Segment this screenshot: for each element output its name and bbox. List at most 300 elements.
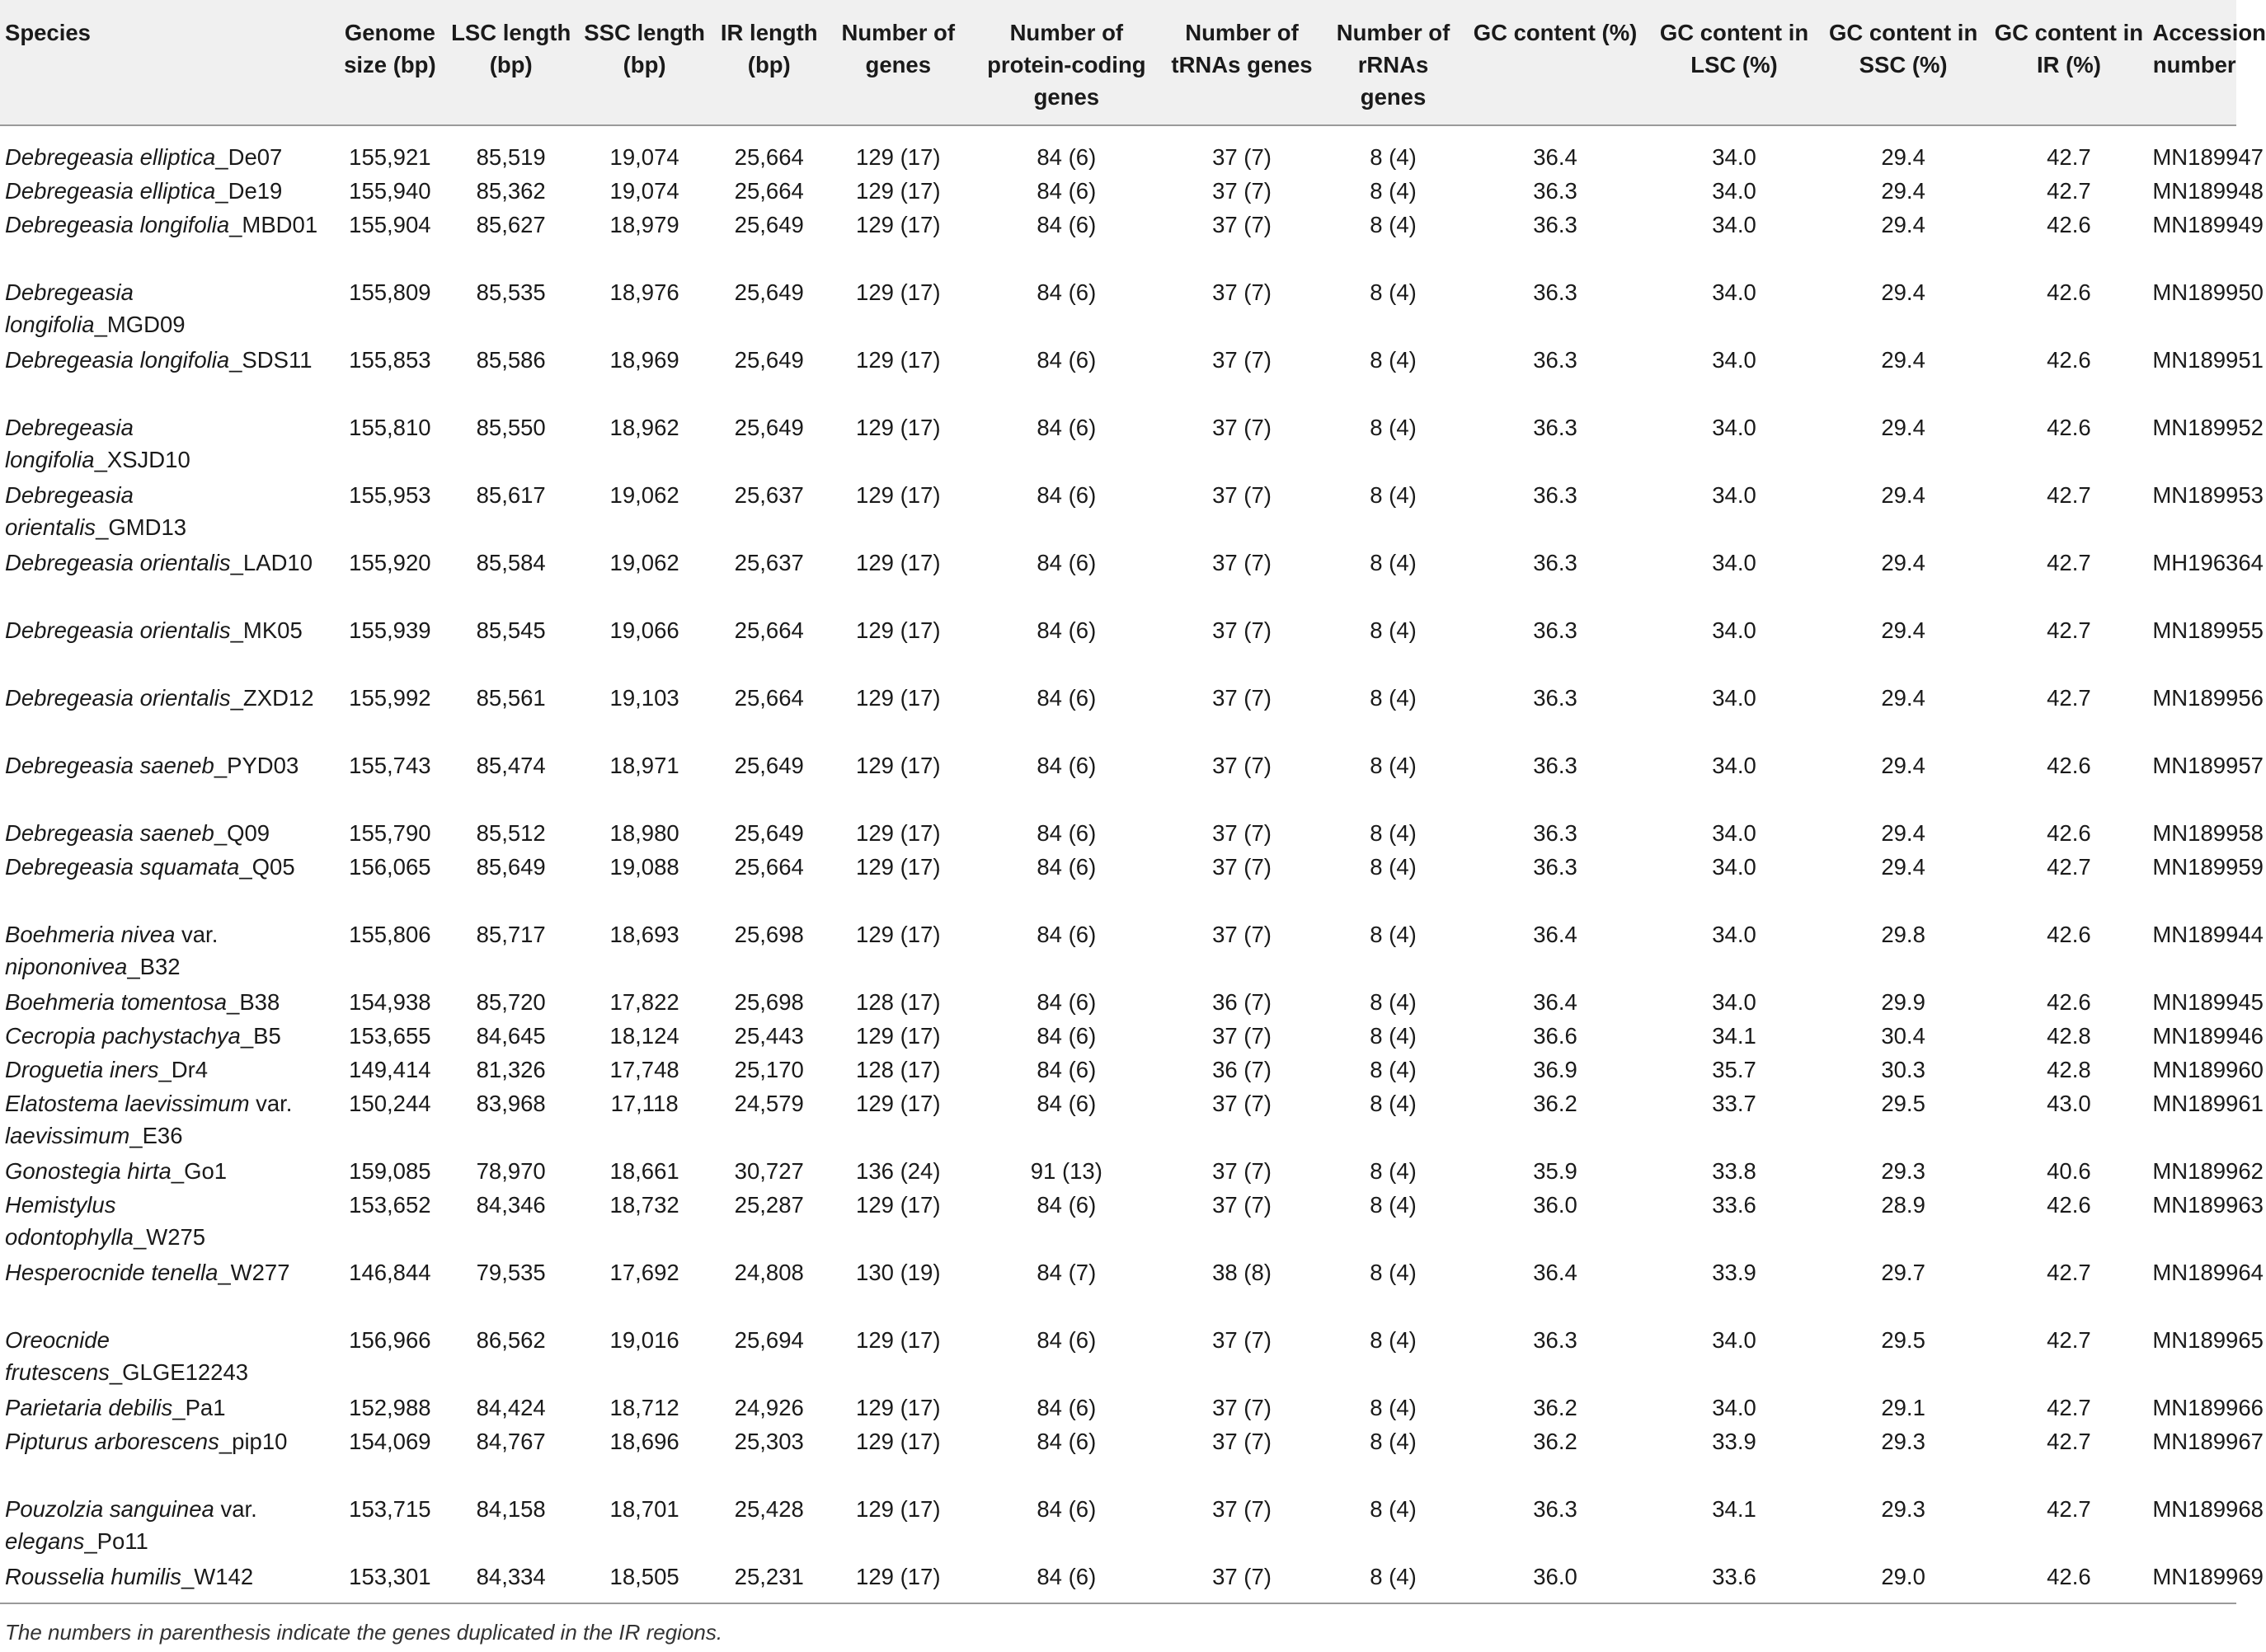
gc-ir-cell: 42.6 — [2047, 753, 2091, 778]
gc-lsc-cell: 34.0 — [1712, 922, 1756, 947]
species-cell — [0, 1155, 333, 1189]
accession-number-cell: MN189957 — [2152, 753, 2264, 778]
lsc-length-cell: 85,617 — [476, 482, 546, 508]
table-row — [0, 411, 2236, 479]
genome-size-cell: 155,921 — [349, 144, 431, 170]
table-row — [0, 479, 2236, 547]
species-name-italic: Debregeasia longifolia — [5, 212, 230, 237]
gc-ssc-cell: 29.4 — [1881, 617, 1925, 643]
genome-size-cell: 159,085 — [349, 1158, 431, 1184]
trna-genes-cell: 37 (7) — [1212, 1395, 1272, 1420]
protein-coding-genes-cell: 84 (6) — [1037, 820, 1097, 846]
gc-ir-cell: 43.0 — [2047, 1091, 2091, 1116]
gc-content-cell: 36.4 — [1533, 989, 1577, 1015]
protein-coding-genes-cell: 84 (6) — [1037, 347, 1097, 373]
trna-genes-cell: 37 (7) — [1212, 1158, 1272, 1184]
genome-size-cell: 155,853 — [349, 347, 431, 373]
rrna-genes-cell: 8 (4) — [1370, 685, 1417, 711]
number-of-genes-cell: 129 (17) — [856, 820, 941, 846]
gc-ssc-cell: 29.9 — [1881, 989, 1925, 1015]
gc-lsc-cell: 34.0 — [1712, 1327, 1756, 1353]
table-row — [0, 344, 2236, 411]
ir-length-cell: 25,649 — [734, 753, 804, 778]
gc-lsc-cell: 35.7 — [1712, 1057, 1756, 1082]
ssc-length-cell: 19,016 — [609, 1327, 679, 1353]
protein-coding-genes-cell: 84 (6) — [1037, 1327, 1097, 1353]
gc-ssc-cell: 29.4 — [1881, 550, 1925, 575]
accession-number-cell: MN189945 — [2152, 989, 2264, 1015]
species-cell — [0, 682, 333, 749]
species-name-italic: Gonostegia hirta — [5, 1158, 172, 1184]
gc-ir-cell: 42.7 — [2047, 1496, 2091, 1522]
gc-lsc-cell: 34.0 — [1712, 753, 1756, 778]
ir-length-cell: 25,664 — [734, 685, 804, 711]
protein-coding-genes-cell: 84 (6) — [1037, 178, 1097, 204]
species-name-italic: Debregeasia elliptica — [5, 144, 216, 170]
ir-length-cell: 25,664 — [734, 144, 804, 170]
header-protein-coding-genes: Number of protein-coding genes — [972, 0, 1161, 125]
accession-number-cell: MN189951 — [2152, 347, 2264, 373]
rrna-genes-cell: 8 (4) — [1370, 550, 1417, 575]
number-of-genes-cell: 129 (17) — [856, 854, 941, 880]
gc-ir-cell: 42.7 — [2047, 178, 2091, 204]
gc-ir-cell: 42.7 — [2047, 550, 2091, 575]
ssc-length-cell: 19,062 — [609, 550, 679, 575]
accession-number-cell: MN189956 — [2152, 685, 2264, 711]
rrna-genes-cell: 8 (4) — [1370, 617, 1417, 643]
species-name-suffix: _SDS11 — [229, 347, 313, 373]
species-name-suffix: _De19 — [215, 178, 283, 204]
protein-coding-genes-cell: 84 (6) — [1037, 854, 1097, 880]
gc-lsc-cell: 34.0 — [1712, 347, 1756, 373]
species-name-suffix: _Dr4 — [158, 1057, 209, 1082]
trna-genes-cell: 37 (7) — [1212, 820, 1272, 846]
species-name-suffix: var. — [175, 922, 219, 947]
number-of-genes-cell: 128 (17) — [856, 989, 941, 1015]
genome-size-cell: 153,301 — [333, 1560, 447, 1603]
gc-ssc-cell: 29.4 — [1881, 482, 1925, 508]
rrna-genes-cell: 8 (4) — [1323, 1560, 1464, 1603]
species-name-suffix: _GLGE12243 — [109, 1359, 249, 1385]
ir-length-cell: 25,287 — [734, 1192, 804, 1218]
species-name-suffix: _pip10 — [219, 1429, 288, 1454]
ssc-length-cell: 19,074 — [609, 178, 679, 204]
ir-length-cell: 25,664 — [734, 617, 804, 643]
rrna-genes-cell: 8 (4) — [1370, 854, 1417, 880]
gc-ir-cell: 42.6 — [2047, 1192, 2091, 1218]
lsc-length-cell: 85,519 — [476, 144, 546, 170]
gc-content-cell: 36.3 — [1533, 178, 1577, 204]
lsc-length-cell: 85,720 — [476, 989, 546, 1015]
ssc-length-cell: 18,962 — [609, 415, 679, 440]
genome-size-cell: 153,655 — [349, 1023, 431, 1049]
header-gc-content: GC content (%) — [1464, 0, 1647, 125]
gc-ssc-cell: 29.3 — [1881, 1496, 1925, 1522]
accession-number-cell: MN189962 — [2152, 1158, 2264, 1184]
genome-size-cell: 155,940 — [349, 178, 431, 204]
lsc-length-cell: 85,550 — [476, 415, 546, 440]
gc-lsc-cell: 34.0 — [1712, 415, 1756, 440]
species-name-suffix: _MK05 — [230, 617, 303, 643]
table-body — [0, 125, 2264, 1603]
header-gc-ir: GC content in IR (%) — [1985, 0, 2152, 125]
ssc-length-cell: 17,692 — [609, 1260, 679, 1285]
accession-number-cell: MN189960 — [2152, 1057, 2264, 1082]
gc-ssc-cell: 30.3 — [1881, 1057, 1925, 1082]
species-cell — [0, 1392, 333, 1425]
species-cell — [0, 1493, 333, 1560]
table-row — [0, 547, 2236, 614]
gc-ir-cell: 40.6 — [2047, 1158, 2091, 1184]
table-row — [0, 1189, 2236, 1256]
genome-size-cell: 155,904 — [349, 212, 431, 237]
species-cell — [0, 1324, 333, 1392]
number-of-genes-cell: 129 (17) — [856, 212, 941, 237]
header-species: Species — [0, 0, 333, 125]
lsc-length-cell: 84,645 — [476, 1023, 546, 1049]
genome-size-cell: 155,810 — [349, 415, 431, 440]
gc-ssc-cell: 29.4 — [1881, 820, 1925, 846]
species-cell — [0, 986, 333, 1020]
gc-content-cell: 36.3 — [1533, 347, 1577, 373]
header-gc-lsc: GC content in LSC (%) — [1647, 0, 1822, 125]
species-name-suffix: _ZXD12 — [230, 685, 314, 711]
table-row — [0, 1493, 2236, 1560]
gc-ssc-cell: 29.4 — [1881, 685, 1925, 711]
gc-content-cell: 36.3 — [1533, 1327, 1577, 1353]
species-name-suffix: _W277 — [218, 1260, 290, 1285]
trna-genes-cell: 37 (7) — [1212, 482, 1272, 508]
protein-coding-genes-cell: 84 (6) — [1037, 415, 1097, 440]
species-name-italic: elegans — [5, 1528, 85, 1554]
number-of-genes-cell: 129 (17) — [856, 1496, 941, 1522]
protein-coding-genes-cell: 84 (6) — [1037, 922, 1097, 947]
header-trna-genes: Number of tRNAs genes — [1161, 0, 1323, 125]
number-of-genes-cell: 129 (17) — [856, 1023, 941, 1049]
ir-length-cell: 25,428 — [734, 1496, 804, 1522]
rrna-genes-cell: 8 (4) — [1370, 212, 1417, 237]
number-of-genes-cell: 128 (17) — [856, 1057, 941, 1082]
gc-lsc-cell: 34.1 — [1712, 1496, 1756, 1522]
gc-lsc-cell: 34.0 — [1712, 989, 1756, 1015]
ir-length-cell: 25,649 — [734, 347, 804, 373]
species-name-italic: Pipturus arborescens — [5, 1429, 219, 1454]
species-cell — [0, 1256, 333, 1324]
trna-genes-cell: 37 (7) — [1212, 1192, 1272, 1218]
gc-content-cell: 36.2 — [1533, 1091, 1577, 1116]
ssc-length-cell: 19,062 — [609, 482, 679, 508]
ssc-length-cell: 18,976 — [609, 279, 679, 305]
trna-genes-cell: 37 (7) — [1161, 1560, 1323, 1603]
rrna-genes-cell: 8 (4) — [1370, 1192, 1417, 1218]
protein-coding-genes-cell: 91 (13) — [1030, 1158, 1102, 1184]
genome-size-cell: 146,844 — [349, 1260, 431, 1285]
ssc-length-cell: 18,505 — [575, 1560, 713, 1603]
species-name-suffix: _B32 — [127, 954, 181, 979]
table-footnote: The numbers in parenthesis indicate the genes duplicated in the IR regions. — [5, 1620, 723, 1645]
trna-genes-cell: 37 (7) — [1212, 212, 1272, 237]
ir-length-cell: 25,698 — [734, 922, 804, 947]
species-name-suffix: _W275 — [133, 1224, 206, 1250]
gc-ir-cell: 42.7 — [2047, 1327, 2091, 1353]
number-of-genes-cell: 129 (17) — [856, 1192, 941, 1218]
rrna-genes-cell: 8 (4) — [1370, 820, 1417, 846]
gc-lsc-cell: 34.0 — [1712, 1395, 1756, 1420]
gc-ir-cell: 42.7 — [2047, 617, 2091, 643]
header-genome-size: Genome size (bp) — [333, 0, 447, 125]
gc-lsc-cell: 33.8 — [1712, 1158, 1756, 1184]
number-of-genes-cell: 129 (17) — [856, 178, 941, 204]
gc-ir-cell: 42.6 — [2047, 989, 2091, 1015]
header-ir-length: IR length (bp) — [714, 0, 825, 125]
ssc-length-cell: 19,088 — [609, 854, 679, 880]
rrna-genes-cell: 8 (4) — [1370, 1429, 1417, 1454]
table-row — [0, 918, 2236, 986]
gc-content-cell: 36.3 — [1533, 279, 1577, 305]
ssc-length-cell: 19,103 — [609, 685, 679, 711]
ssc-length-cell: 19,066 — [609, 617, 679, 643]
species-name-italic: Debregeasia orientalis — [5, 685, 231, 711]
lsc-length-cell: 79,535 — [476, 1260, 546, 1285]
gc-ir-cell: 42.7 — [2047, 685, 2091, 711]
genome-size-cell: 154,938 — [349, 989, 431, 1015]
gc-lsc-cell: 34.1 — [1712, 1023, 1756, 1049]
gc-lsc-cell: 33.6 — [1647, 1560, 1822, 1603]
gc-content-cell: 36.4 — [1533, 922, 1577, 947]
genome-size-cell: 152,988 — [349, 1395, 431, 1420]
ir-length-cell: 25,443 — [734, 1023, 804, 1049]
lsc-length-cell: 84,424 — [476, 1395, 546, 1420]
species-name-suffix: _Q09 — [214, 820, 270, 846]
species-cell — [0, 1087, 333, 1155]
species-cell — [0, 1189, 333, 1256]
ssc-length-cell: 17,748 — [609, 1057, 679, 1082]
ir-length-cell: 25,649 — [734, 212, 804, 237]
gc-lsc-cell: 33.6 — [1712, 1192, 1756, 1218]
rrna-genes-cell: 8 (4) — [1370, 922, 1417, 947]
lsc-length-cell: 85,717 — [476, 922, 546, 947]
species-name-italic: Debregeasia saeneb — [5, 753, 214, 778]
gc-ssc-cell: 29.4 — [1881, 178, 1925, 204]
accession-number-cell: MN189948 — [2152, 178, 2264, 204]
header-accession-number: Accession number — [2152, 0, 2236, 125]
genome-size-cell: 156,966 — [349, 1327, 431, 1353]
gc-content-cell: 36.3 — [1533, 753, 1577, 778]
ir-length-cell: 25,649 — [734, 279, 804, 305]
table-row — [0, 1087, 2236, 1155]
species-name-italic: Hemistylus odontophylla — [5, 1192, 134, 1250]
table-row — [0, 614, 2236, 682]
gc-ssc-cell: 29.4 — [1881, 854, 1925, 880]
species-name-suffix: _E36 — [129, 1123, 183, 1148]
species-name-italic: Debregeasia longifolia — [5, 347, 230, 373]
genome-size-cell: 155,790 — [349, 820, 431, 846]
protein-coding-genes-cell: 84 (6) — [1037, 1496, 1097, 1522]
genome-size-cell: 154,069 — [349, 1429, 431, 1454]
ssc-length-cell: 18,712 — [609, 1395, 679, 1420]
gc-ir-cell: 42.7 — [2047, 1260, 2091, 1285]
gc-ssc-cell: 29.5 — [1881, 1091, 1925, 1116]
gc-ssc-cell: 28.9 — [1881, 1192, 1925, 1218]
trna-genes-cell: 37 (7) — [1212, 279, 1272, 305]
ssc-length-cell: 18,969 — [609, 347, 679, 373]
species-name-suffix: _B5 — [240, 1023, 281, 1049]
trna-genes-cell: 37 (7) — [1212, 144, 1272, 170]
species-name-italic: Elatostema laevissimum — [5, 1091, 250, 1116]
number-of-genes-cell: 129 (17) — [856, 144, 941, 170]
gc-content-cell: 36.2 — [1533, 1395, 1577, 1420]
ir-length-cell: 25,231 — [714, 1560, 825, 1603]
gc-lsc-cell: 34.0 — [1712, 685, 1756, 711]
rrna-genes-cell: 8 (4) — [1370, 1023, 1417, 1049]
species-name-italic: Debregeasia orientalis — [5, 482, 134, 540]
trna-genes-cell: 37 (7) — [1212, 1496, 1272, 1522]
lsc-length-cell: 85,474 — [476, 753, 546, 778]
trna-genes-cell: 37 (7) — [1212, 415, 1272, 440]
lsc-length-cell: 85,649 — [476, 854, 546, 880]
species-name-suffix: _GMD13 — [96, 514, 187, 540]
species-cell — [0, 918, 333, 986]
species-name-italic: Hesperocnide tenella — [5, 1260, 219, 1285]
table-row — [0, 1256, 2236, 1324]
lsc-length-cell: 85,535 — [476, 279, 546, 305]
lsc-length-cell: 85,586 — [476, 347, 546, 373]
ssc-length-cell: 18,696 — [609, 1429, 679, 1454]
rrna-genes-cell: 8 (4) — [1370, 753, 1417, 778]
rrna-genes-cell: 8 (4) — [1370, 1057, 1417, 1082]
genome-size-cell: 153,652 — [349, 1192, 431, 1218]
number-of-genes-cell: 129 (17) — [856, 347, 941, 373]
rrna-genes-cell: 8 (4) — [1370, 482, 1417, 508]
gc-lsc-cell: 33.9 — [1712, 1429, 1756, 1454]
gc-content-cell: 36.9 — [1533, 1057, 1577, 1082]
gc-lsc-cell: 34.0 — [1712, 212, 1756, 237]
gc-ssc-cell: 29.0 — [1822, 1560, 1986, 1603]
accession-number-cell: MN189961 — [2152, 1091, 2264, 1116]
protein-coding-genes-cell: 84 (6) — [1037, 1429, 1097, 1454]
gc-ir-cell: 42.8 — [2047, 1023, 2091, 1049]
genome-size-cell: 149,414 — [349, 1057, 431, 1082]
number-of-genes-cell: 129 (17) — [856, 753, 941, 778]
gc-content-cell: 36.3 — [1533, 820, 1577, 846]
gc-lsc-cell: 33.9 — [1712, 1260, 1756, 1285]
protein-coding-genes-cell: 84 (6) — [1037, 1395, 1097, 1420]
trna-genes-cell: 37 (7) — [1212, 1023, 1272, 1049]
gc-ssc-cell: 29.1 — [1881, 1395, 1925, 1420]
species-name-suffix: _Po11 — [84, 1528, 148, 1554]
gc-ir-cell: 42.7 — [2047, 1429, 2091, 1454]
species-name-italic: Pouzolzia sanguinea — [5, 1496, 214, 1522]
protein-coding-genes-cell: 84 (6) — [1037, 482, 1097, 508]
table-row — [0, 276, 2236, 344]
protein-coding-genes-cell: 84 (6) — [1037, 279, 1097, 305]
ir-length-cell: 25,637 — [734, 482, 804, 508]
species-cell — [0, 276, 333, 344]
lsc-length-cell: 85,362 — [476, 178, 546, 204]
rrna-genes-cell: 8 (4) — [1370, 347, 1417, 373]
accession-number-cell: MN189947 — [2152, 144, 2264, 170]
gc-ir-cell: 42.7 — [2047, 854, 2091, 880]
ir-length-cell: 25,649 — [734, 820, 804, 846]
protein-coding-genes-cell: 84 (6) — [1037, 550, 1097, 575]
trna-genes-cell: 37 (7) — [1212, 617, 1272, 643]
number-of-genes-cell: 129 (17) — [856, 1395, 941, 1420]
gc-lsc-cell: 33.7 — [1712, 1091, 1756, 1116]
ir-length-cell: 25,664 — [734, 854, 804, 880]
gc-ssc-cell: 29.4 — [1881, 279, 1925, 305]
protein-coding-genes-cell: 84 (6) — [1037, 685, 1097, 711]
ssc-length-cell: 18,124 — [609, 1023, 679, 1049]
number-of-genes-cell: 136 (24) — [856, 1158, 941, 1184]
accession-number-cell: MN189966 — [2152, 1395, 2264, 1420]
gc-lsc-cell: 34.0 — [1712, 617, 1756, 643]
table-row — [0, 209, 2236, 276]
accession-number-cell: MN189946 — [2152, 1023, 2264, 1049]
gc-content-cell: 36.3 — [1533, 685, 1577, 711]
protein-coding-genes-cell: 84 (6) — [1037, 1057, 1097, 1082]
species-cell — [0, 344, 333, 411]
trna-genes-cell: 37 (7) — [1212, 922, 1272, 947]
number-of-genes-cell: 129 (17) — [856, 1327, 941, 1353]
header-lsc-length: LSC length (bp) — [447, 0, 575, 125]
table-row — [0, 125, 2236, 175]
species-name-suffix: _W142 — [181, 1564, 254, 1589]
lsc-length-cell: 85,584 — [476, 550, 546, 575]
lsc-length-cell: 78,970 — [476, 1158, 546, 1184]
number-of-genes-cell: 129 (17) — [856, 922, 941, 947]
trna-genes-cell: 37 (7) — [1212, 1429, 1272, 1454]
ssc-length-cell: 18,661 — [609, 1158, 679, 1184]
species-name-suffix: _Go1 — [171, 1158, 228, 1184]
table-row — [0, 851, 2236, 918]
ssc-length-cell: 18,971 — [609, 753, 679, 778]
gc-ssc-cell: 29.4 — [1881, 144, 1925, 170]
trna-genes-cell: 38 (8) — [1212, 1260, 1272, 1285]
number-of-genes-cell: 129 (17) — [856, 279, 941, 305]
rrna-genes-cell: 8 (4) — [1370, 279, 1417, 305]
lsc-length-cell: 85,627 — [476, 212, 546, 237]
gc-content-cell: 36.6 — [1533, 1023, 1577, 1049]
ssc-length-cell: 18,701 — [609, 1496, 679, 1522]
gc-content-cell: 36.3 — [1533, 1496, 1577, 1522]
header-number-of-genes: Number of genes — [825, 0, 972, 125]
protein-coding-genes-cell: 84 (6) — [1037, 1091, 1097, 1116]
table-row — [0, 1425, 2236, 1493]
protein-coding-genes-cell: 84 (7) — [1037, 1260, 1097, 1285]
species-name-italic: Debregeasia orientalis — [5, 550, 231, 575]
number-of-genes-cell: 129 (17) — [856, 617, 941, 643]
gc-content-cell: 36.3 — [1533, 212, 1577, 237]
trna-genes-cell: 37 (7) — [1212, 347, 1272, 373]
table-header-row — [0, 0, 2236, 125]
table-row — [0, 1020, 2236, 1054]
trna-genes-cell: 37 (7) — [1212, 178, 1272, 204]
lsc-length-cell: 85,545 — [476, 617, 546, 643]
table-row — [0, 1054, 2236, 1087]
gc-ssc-cell: 29.8 — [1881, 922, 1925, 947]
table-row — [0, 1324, 2236, 1392]
accession-number-cell: MH196364 — [2152, 550, 2264, 575]
species-name-italic: Debregeasia orientalis — [5, 617, 231, 643]
gc-content-cell: 36.2 — [1533, 1429, 1577, 1454]
species-cell — [0, 125, 333, 175]
protein-coding-genes-cell: 84 (6) — [1037, 617, 1097, 643]
species-name-suffix: var. — [249, 1091, 293, 1116]
accession-number-cell: MN189950 — [2152, 279, 2264, 305]
species-name-italic: Debregeasia longifolia — [5, 415, 134, 472]
gc-ir-cell: 42.7 — [2047, 1395, 2091, 1420]
number-of-genes-cell: 129 (17) — [856, 482, 941, 508]
